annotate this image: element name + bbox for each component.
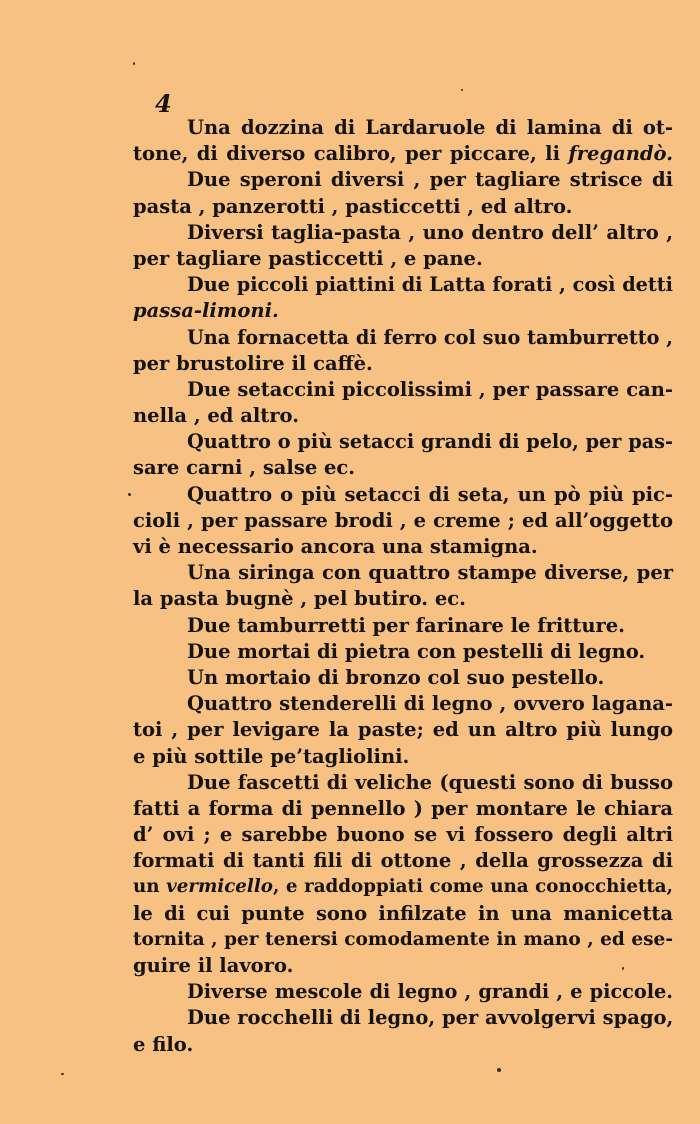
page-text <box>133 115 673 1058</box>
print-speck <box>461 89 463 91</box>
text-line <box>133 429 673 455</box>
text-line <box>133 298 673 324</box>
line-text: Quattro stenderelli di legno , ovvero lagana- <box>187 692 673 716</box>
line-text: e filo. <box>133 1032 194 1056</box>
text-line <box>133 220 673 246</box>
print-speck <box>128 493 131 496</box>
line-text: formati di tanti fili di ottone , della grossezza di <box>133 849 673 873</box>
text-line <box>133 822 673 848</box>
line-text: tornita , per tenersi comodamente in mano , ed ese- <box>133 928 673 950</box>
line-text: Due fascetti di veliche (questi sono di busso <box>187 770 673 794</box>
text-line <box>133 770 673 796</box>
line-text: vi è necessario ancora una stamigna. <box>133 535 538 558</box>
italic-text: passa-limoni. <box>133 299 279 323</box>
text-line <box>133 1032 673 1058</box>
line-text: Due speroni diversi , per tagliare strisce di <box>187 168 673 192</box>
line-text: Un mortaio di bronzo col suo pestello. <box>187 665 605 689</box>
line-text: Due piccoli piattini di Latta forati , così detti <box>187 273 673 297</box>
line-text: Due mortai di pietra con pestelli di legno. <box>187 639 646 663</box>
line-text: guire il lavoro. <box>133 954 294 977</box>
text-line <box>133 560 673 586</box>
text-line <box>133 167 673 193</box>
text-line <box>133 848 673 874</box>
line-text: Diverse mescole di legno , grandi , e piccole. <box>187 980 673 1004</box>
text-line <box>133 665 673 691</box>
line-text: Due rocchelli di legno, per avvolgervi spago, <box>187 1006 674 1030</box>
line-text: Una siringa con quattro stampe diverse, per <box>187 561 673 585</box>
line-text: un <box>133 876 167 898</box>
line-text: Quattro o più setacci di seta, un pò più pic- <box>187 482 673 506</box>
text-line <box>133 901 673 927</box>
line-text: nella , ed altro. <box>133 404 300 428</box>
text-line <box>133 927 673 953</box>
page-number: 4 <box>155 89 172 118</box>
text-line <box>133 194 673 220</box>
text-line <box>133 403 673 429</box>
line-text: toi , per levigare la paste; ed un altro più lungo <box>133 718 673 742</box>
text-line <box>133 796 673 822</box>
line-text: Quattro o più setacci grandi di pelo, per pas- <box>187 430 673 454</box>
line-text: e più sottile pe’tagliolini. <box>133 744 410 768</box>
line-text: Due tamburretti per farinare le fritture. <box>187 613 625 637</box>
line-text: per brustolire il caffè. <box>133 351 373 375</box>
line-text: Diversi taglia-pasta , uno dentro dell’ altro , <box>187 220 673 244</box>
text-line <box>133 141 673 167</box>
print-speck <box>133 62 135 65</box>
text-line <box>133 455 673 481</box>
line-text-after: , e raddoppiati come una conocchietta, <box>272 876 673 898</box>
text-line <box>133 508 673 534</box>
text-line <box>133 1005 673 1031</box>
line-text: sare carni , salse ec. <box>133 456 356 480</box>
text-line <box>133 115 673 141</box>
italic-text: fregandò. <box>568 142 673 166</box>
text-line <box>133 639 673 665</box>
line-text: la pasta bugnè , pel butiro. ec. <box>133 587 466 611</box>
print-speck <box>61 1073 64 1075</box>
line-text: Due setaccini piccolissimi , per passare can- <box>187 377 673 401</box>
text-line <box>133 272 673 298</box>
italic-text: vermicello <box>166 876 273 898</box>
line-text: fatti a forma di pennello ) per montare le chiara <box>133 796 673 820</box>
line-text: per tagliare pasticcetti , e pane. <box>133 246 483 270</box>
text-line <box>133 586 673 612</box>
line-text: pasta , panzerotti , pasticcetti , ed altro. <box>133 194 573 218</box>
text-line <box>133 325 673 351</box>
text-line <box>133 534 673 560</box>
line-text: tone, di diverso calibro, per piccare, li <box>133 142 569 166</box>
text-line <box>133 377 673 403</box>
line-text: Una fornacetta di ferro col suo tamburretto , <box>187 325 673 349</box>
text-line <box>133 613 673 639</box>
line-text: cioli , per passare brodi , e creme ; ed all’oggetto <box>133 508 673 532</box>
text-line <box>133 744 673 770</box>
text-line <box>133 691 673 717</box>
text-line <box>133 351 673 377</box>
text-line <box>133 953 673 979</box>
line-text: le di cui punte sono infilzate in una manicetta <box>133 901 673 925</box>
text-line <box>133 979 673 1005</box>
text-line <box>133 874 673 900</box>
text-line <box>133 717 673 743</box>
text-line <box>133 246 673 272</box>
print-speck <box>622 967 624 970</box>
line-text: d’ ovi ; e sarebbe buono se vi fossero degli altri <box>133 823 673 847</box>
print-speck <box>497 1068 501 1072</box>
text-line <box>133 482 673 508</box>
line-text: Una dozzina di Lardaruole di lamina di ot- <box>187 116 673 139</box>
